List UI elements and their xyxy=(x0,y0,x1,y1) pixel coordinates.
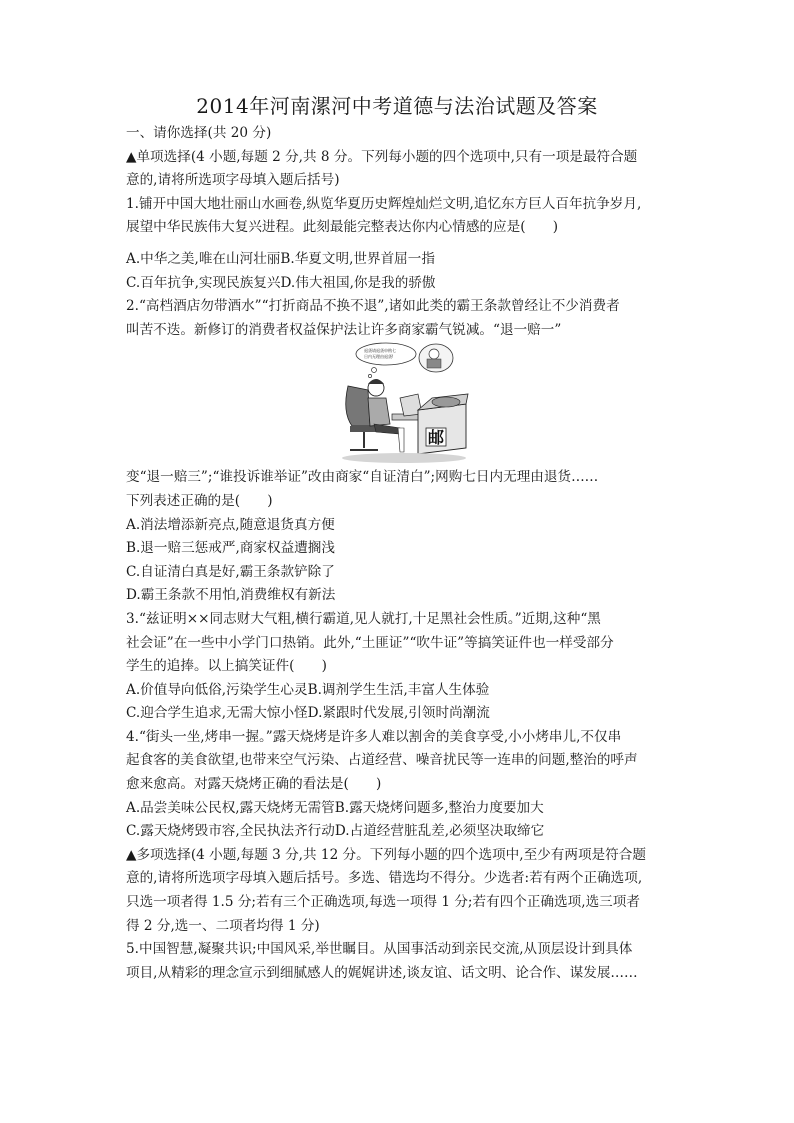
option-line: C.自证清白真是好,霸王条款铲除了 xyxy=(126,563,335,580)
question-line: 4.“街头一坐,烤串一握。”露天烧烤是许多人难以割舍的美食享受,小小烤串儿,不仅串 xyxy=(126,728,622,745)
box-label: 邮 xyxy=(428,428,445,448)
shopping-illustration xyxy=(334,342,470,466)
option-line: C.露天烧烤毁市容,全民执法齐行动D.占道经营脏乱差,必须坚决取缔它 xyxy=(126,823,545,840)
bubble-text-1: 退货请退货申购七 xyxy=(364,348,396,354)
question-line: 下列表述正确的是( ) xyxy=(126,492,273,509)
question-line: 社会证”在一些中小学门口热销。此外,“土匪证”“吹牛证”等搞笑证件也一样受部分 xyxy=(126,634,614,651)
question-line: 1.铺开中国大地壮丽山水画卷,纵览华夏历史辉煌灿烂文明,追忆东方巨人百年抗争岁月, xyxy=(126,195,642,212)
option-line: A.消法增添新亮点,随意退货真方便 xyxy=(126,516,335,533)
option-line: A.价值导向低俗,污染学生心灵B.调剂学生生活,丰富人生体验 xyxy=(126,681,490,698)
question-line: 起食客的美食欲望,也带来空气污染、占道经营、噪音扰民等一连串的问题,整治的呼声 xyxy=(126,752,638,769)
option-line: C.迎合学生追求,无需大惊小怪D.紧跟时代发展,引领时尚潮流 xyxy=(126,705,490,722)
spacer xyxy=(126,240,670,248)
question-line: 项目,从精彩的理念宣示到细腻感人的娓娓讲述,谈友谊、话文明、论合作、谋发展…… xyxy=(126,964,638,981)
question-line: 3.“兹证明××同志财大气粗,横行霸道,见人就打,十足黑社会性质。”近期,这种“黑 xyxy=(126,610,601,627)
question-line: 愈来愈高。对露天烧烤正确的看法是( ) xyxy=(126,776,382,793)
option-line: A.中华之美,唯在山河壮丽B.华夏文明,世界首屈一指 xyxy=(126,250,435,267)
question-line: 展望中华民族伟大复兴进程。此刻最能完整表达你内心情感的应是( ) xyxy=(126,219,559,236)
question-line: 2.“高档酒店勿带酒水”“打折商品不换不退”,诸如此类的霸王条款曾经让不少消费者 xyxy=(126,298,620,315)
option-line: B.退一赔三惩戒严,商家权益遭搁浅 xyxy=(126,540,335,557)
instruction-line: ▲多项选择(4 小题,每题 3 分,共 12 分。下列每小题的四个选项中,至少有两项是符合题 xyxy=(126,846,646,863)
question-line: 5.中国智慧,凝聚共识;中国风采,举世瞩目。从国事活动到亲民交流,从顶层设计到具体 xyxy=(126,941,633,958)
option-line: A.品尝美味公民权,露天烧烤无需管B.露天烧烤问题多,整治力度要加大 xyxy=(126,799,544,816)
document-body xyxy=(126,122,670,985)
instruction-line: 得 2 分,选一、二项者均得 1 分) xyxy=(126,917,320,934)
bubble-text-2: 日内无理由退货! xyxy=(364,354,394,360)
section-heading: 一、请你选择(共 20 分) xyxy=(126,125,272,141)
instruction-line: 意的,请将所选项字母填入题后括号) xyxy=(126,172,340,189)
instruction-line: 只选一项者得 1.5 分;若有三个正确选项,每选一项得 1 分;若有四个正确选项,选三项者 xyxy=(126,894,640,911)
question-line: 叫苦不迭。新修订的消费者权益保护法让许多商家霸气锐减。“退一赔一” xyxy=(126,321,562,338)
instruction-line: 意的,请将所选项字母填入题后括号。多选、错选均不得分。少选者:若有两个正确选项, xyxy=(126,870,643,887)
instruction-line: ▲单项选择(4 小题,每题 2 分,共 8 分。下列每小题的四个选项中,只有一项是最符合题 xyxy=(126,148,638,165)
question-line: 变“退一赔三”;“谁投诉谁举证”改由商家“自证清白”;网购七日内无理由退货…… xyxy=(126,469,599,486)
option-line: C.百年抗争,实现民族复兴D.伟大祖国,你是我的骄傲 xyxy=(126,274,436,291)
figure-container xyxy=(126,342,670,466)
question-line: 学生的追捧。以上搞笑证件( ) xyxy=(126,658,327,675)
document-title: 2014年河南漯河中考道德与法治试题及答案 xyxy=(196,94,598,118)
option-line: D.霸王条款不用怕,消费维权有新法 xyxy=(126,587,336,604)
